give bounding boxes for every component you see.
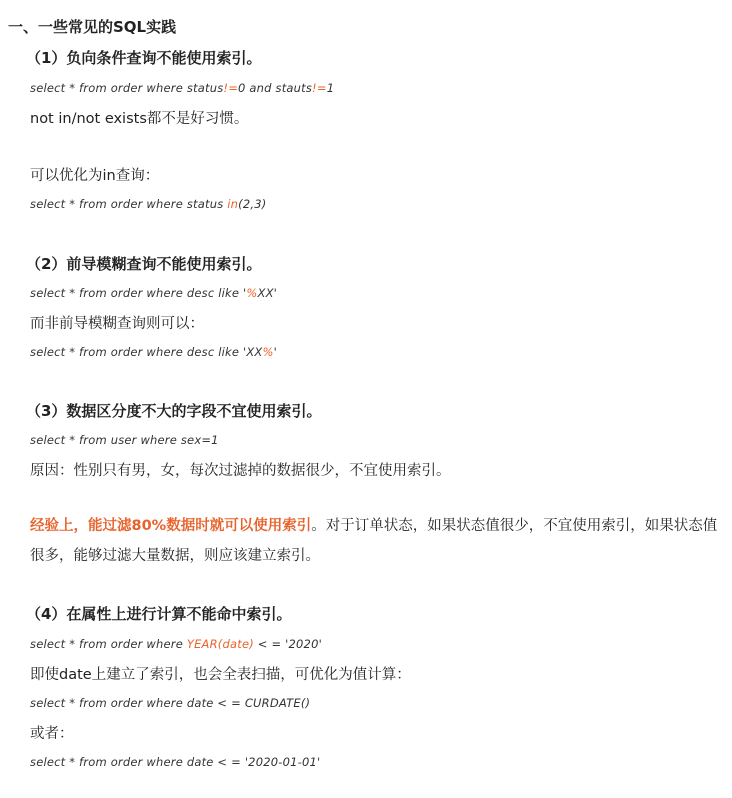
s2-code-2: select * from order where desc like 'XX%' bbox=[30, 345, 278, 359]
s4-code-1: select * from order where YEAR(date) < = '2020' bbox=[30, 637, 322, 651]
section-heading: 一、一些常见的SQL实践 bbox=[8, 18, 177, 36]
s3-experience: 经验上，能过滤80%数据时就可以使用索引。对于订单状态，如果状态值很少，不宜使用索引，如果状态值很多，能够过滤大量数据，则应该建立索引。 bbox=[30, 518, 718, 564]
s1-note: not in/not exists都不是好习惯。 bbox=[30, 111, 249, 127]
s2-note: 而非前导模糊查询则可以： bbox=[30, 316, 204, 332]
s1-optimize: 可以优化为in查询： bbox=[30, 168, 160, 184]
s2-code-1: select * from order where desc like '%XX' bbox=[30, 286, 278, 300]
s1-title: （1）负向条件查询不能使用索引。 bbox=[26, 49, 262, 67]
s1-code-2: select * from order where status in(2,3) bbox=[30, 197, 267, 211]
s3-reason: 原因：性别只有男，女，每次过滤掉的数据很少，不宜使用索引。 bbox=[30, 463, 451, 479]
s4-or: 或者： bbox=[30, 726, 74, 742]
s4-code-2: select * from order where date < = CURDATE() bbox=[30, 696, 311, 710]
s3-title: （3）数据区分度不大的字段不宜使用索引。 bbox=[26, 402, 322, 420]
s2-title: （2）前导模糊查询不能使用索引。 bbox=[26, 255, 262, 273]
s1-code-1: select * from order where status!=0 and stauts!=1 bbox=[30, 81, 335, 95]
s3-experience-highlight: 经验上，能过滤80%数据时就可以使用索引 bbox=[30, 518, 312, 534]
s4-note: 即使date上建立了索引，也会全表扫描，可优化为值计算： bbox=[30, 667, 411, 683]
s4-title: （4）在属性上进行计算不能命中索引。 bbox=[26, 605, 292, 623]
s4-code-3: select * from order where date < = '2020-01-01' bbox=[30, 755, 321, 769]
s3-code: select * from user where sex=1 bbox=[30, 433, 219, 447]
